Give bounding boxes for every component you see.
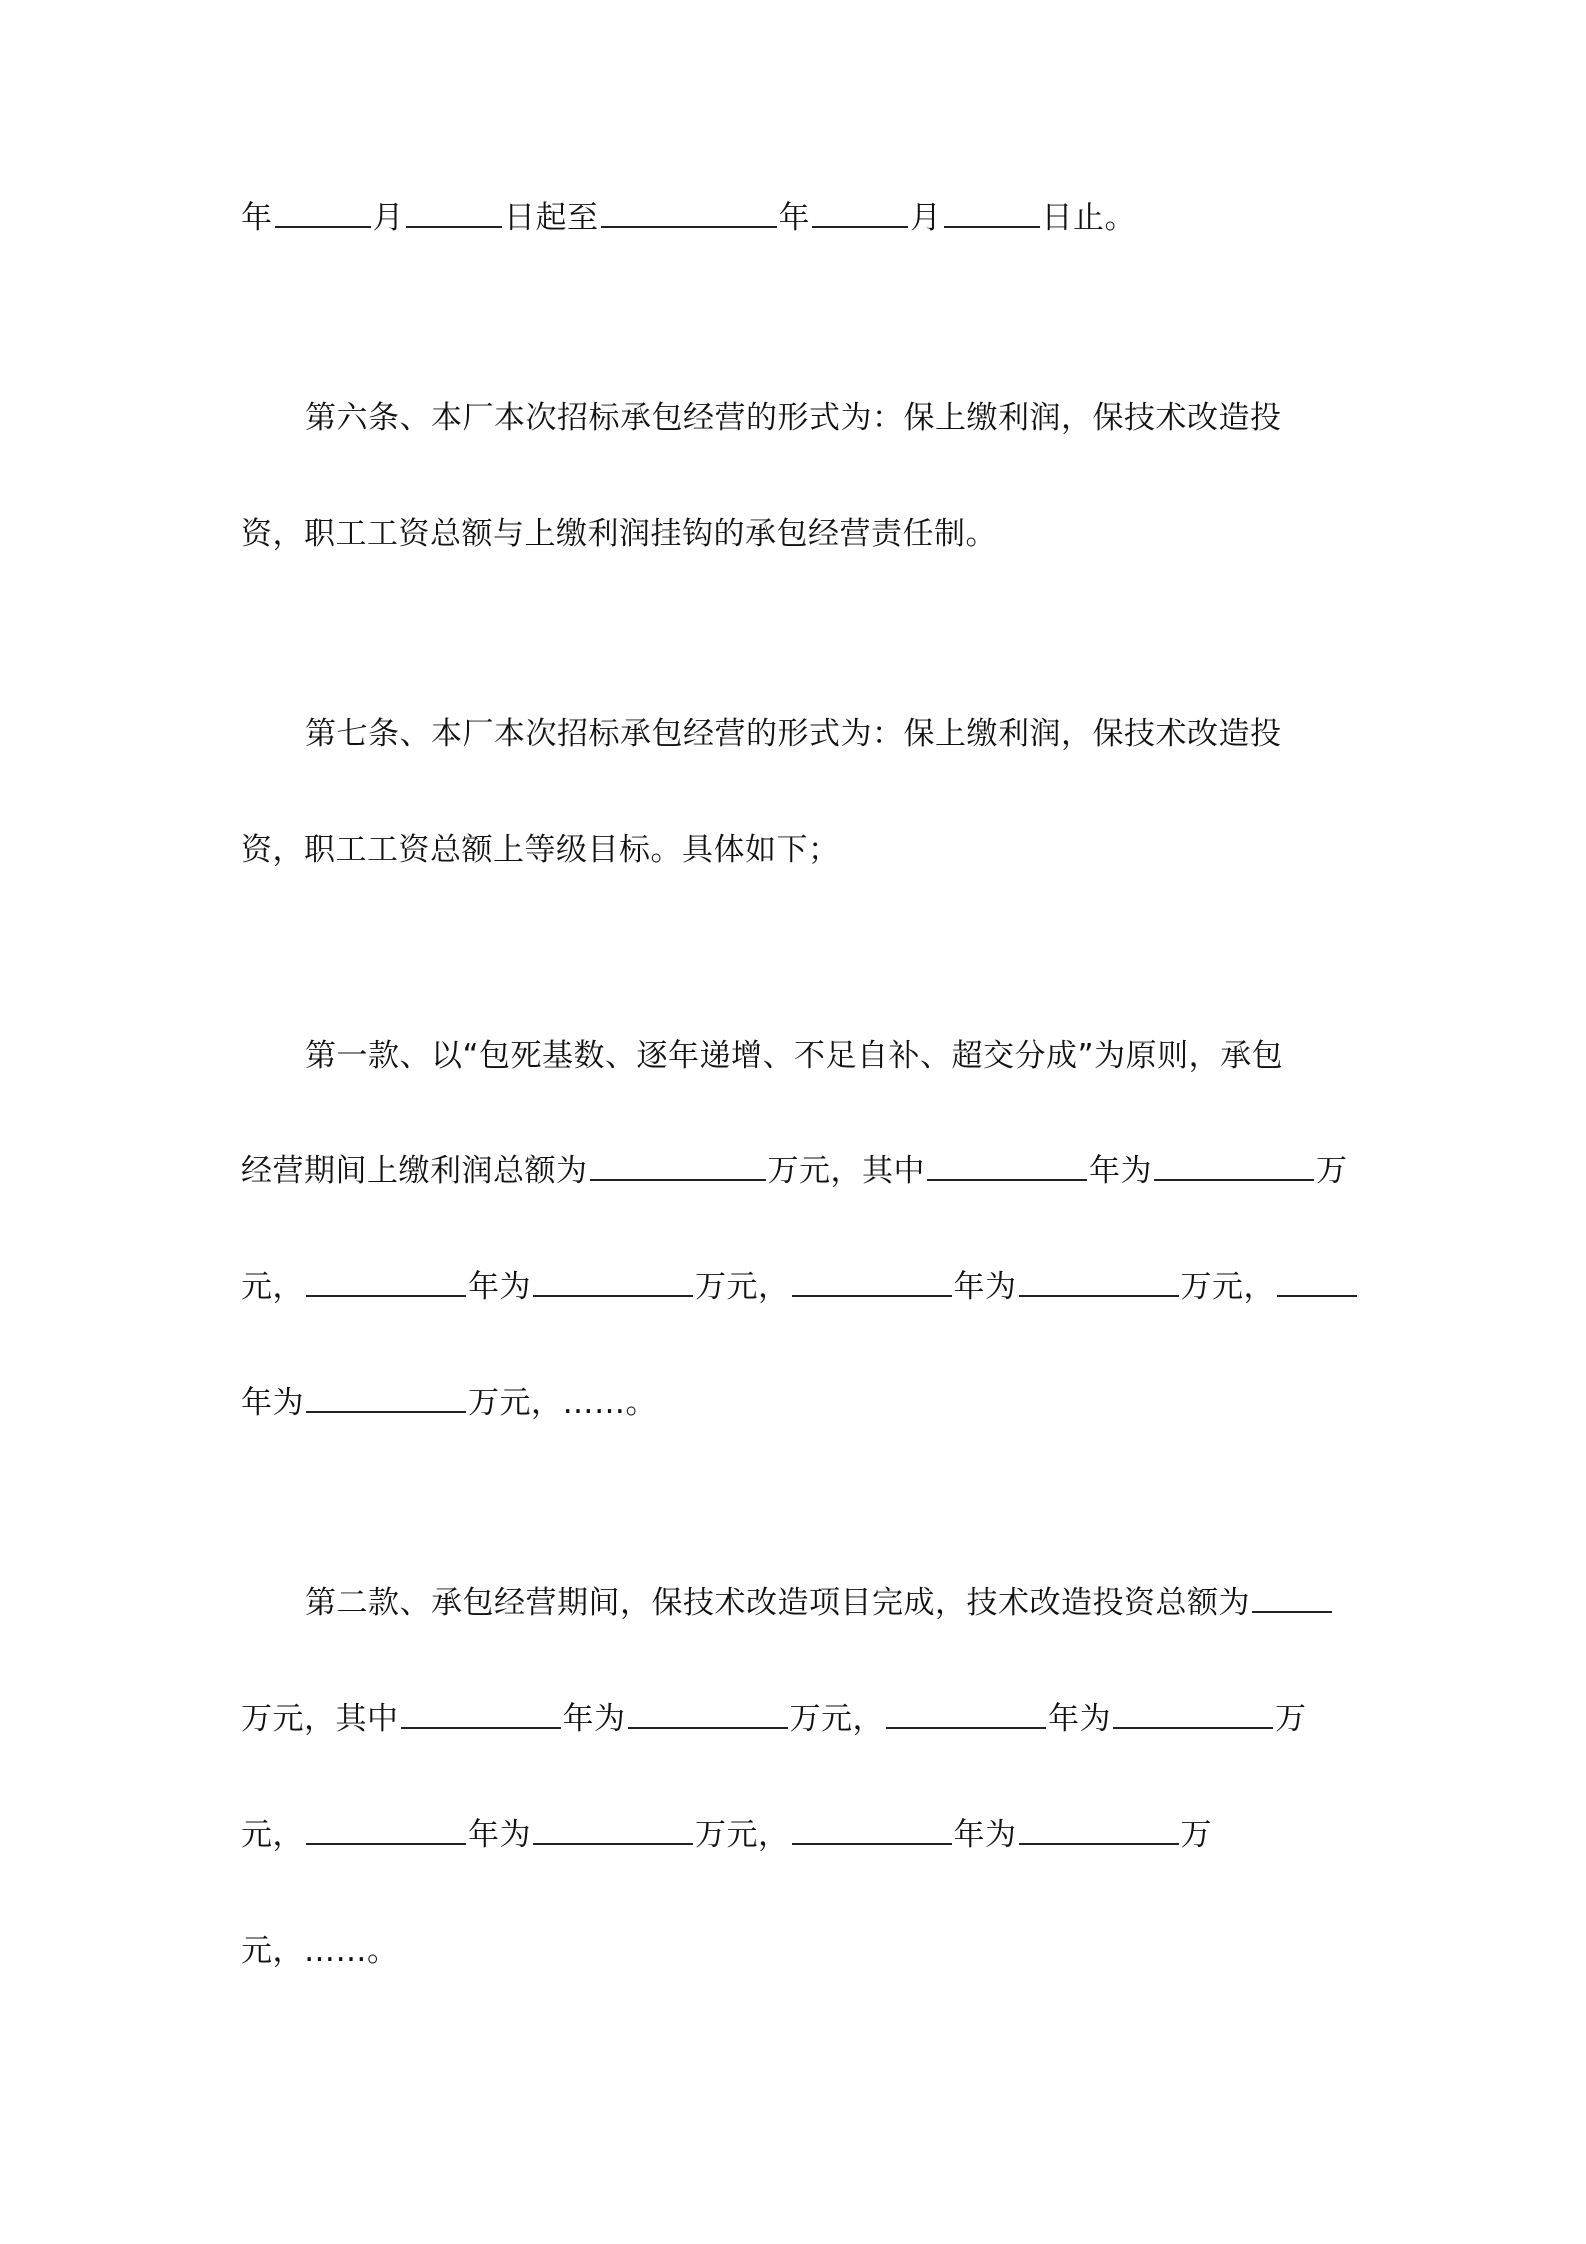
blank-field [1019, 1267, 1179, 1297]
clause-text: 元， [241, 1817, 304, 1853]
blank-field [275, 198, 371, 228]
clause-text: 年为 [468, 1269, 531, 1305]
clause-text: 万 [1180, 1817, 1212, 1853]
blank-field [1113, 1699, 1273, 1729]
blank-field [944, 198, 1040, 228]
clause-text: 元， [241, 1269, 304, 1305]
blank-field [1019, 1815, 1179, 1845]
blank-field [927, 1151, 1087, 1181]
clause-text: 年为 [241, 1385, 304, 1421]
clause-1-line-2 [241, 1151, 1348, 1191]
clause-1-line-1: 第一款、以“包死基数、逐年递增、不足自补、超交分成”为原则，承包 [305, 1038, 1284, 1074]
blank-field [1154, 1151, 1314, 1181]
clause-text: 元，……。 [241, 1933, 399, 1969]
date-range-line [241, 198, 1136, 238]
clause-1-line-4 [241, 1383, 657, 1423]
clause-text: 年为 [1089, 1153, 1152, 1189]
clause-text: 万元， [695, 1817, 790, 1853]
clause-text: 万元， [695, 1269, 790, 1305]
clause-text: 万元，其中 [241, 1701, 399, 1737]
day-from-label: 日起至 [504, 200, 599, 236]
clause-text: 万元， [789, 1701, 884, 1737]
clause-text: 年为 [1048, 1701, 1111, 1737]
year-label: 年 [778, 200, 810, 236]
clause-1-line-3 [241, 1267, 1359, 1307]
blank-field [306, 1267, 466, 1297]
article-6-line-1: 第六条、本厂本次招标承包经营的形式为：保上缴利润，保技术改造投 [305, 400, 1282, 436]
blank-field [401, 1699, 561, 1729]
clause-2-line-2 [241, 1699, 1307, 1739]
blank-field [792, 1815, 952, 1845]
blank-field [792, 1267, 952, 1297]
clause-2-line-1 [305, 1583, 1334, 1623]
clause-text: 年为 [468, 1817, 531, 1853]
clause-text: 经营期间上缴利润总额为 [241, 1153, 588, 1189]
blank-field [1252, 1583, 1332, 1613]
clause-text: 第二款、承包经营期间，保技术改造项目完成，技术改造投资总额为 [305, 1585, 1250, 1621]
clause-text: 年为 [953, 1817, 1017, 1853]
clause-text: 万 [1316, 1153, 1348, 1189]
blank-field [601, 198, 777, 228]
month-label: 月 [910, 200, 942, 236]
clause-2-line-4 [241, 1931, 399, 1971]
clause-text: 万元，其中 [767, 1153, 925, 1189]
month-label: 月 [372, 200, 404, 236]
blank-field [812, 198, 908, 228]
blank-field [628, 1699, 788, 1729]
blank-field [590, 1151, 766, 1181]
blank-field [533, 1815, 693, 1845]
blank-field [306, 1815, 466, 1845]
article-6-line-2: 资，职工工资总额与上缴利润挂钩的承包经营责任制。 [241, 516, 997, 552]
clause-text: 万元，……。 [468, 1385, 657, 1421]
blank-field [406, 198, 502, 228]
blank-field [886, 1699, 1046, 1729]
clause-text: 万元， [1180, 1269, 1275, 1305]
blank-field [306, 1383, 466, 1413]
clause-text: 年为 [953, 1269, 1017, 1305]
article-7-line-1: 第七条、本厂本次招标承包经营的形式为：保上缴利润，保技术改造投 [305, 716, 1282, 752]
article-7-line-2: 资，职工工资总额上等级目标。具体如下； [241, 832, 840, 868]
day-to-label: 日止。 [1041, 200, 1136, 236]
blank-field [1277, 1267, 1357, 1297]
clause-text: 年为 [562, 1701, 626, 1737]
blank-field [533, 1267, 693, 1297]
clause-text: 万 [1275, 1701, 1307, 1737]
clause-2-line-3 [241, 1815, 1212, 1855]
year-label: 年 [241, 200, 273, 236]
